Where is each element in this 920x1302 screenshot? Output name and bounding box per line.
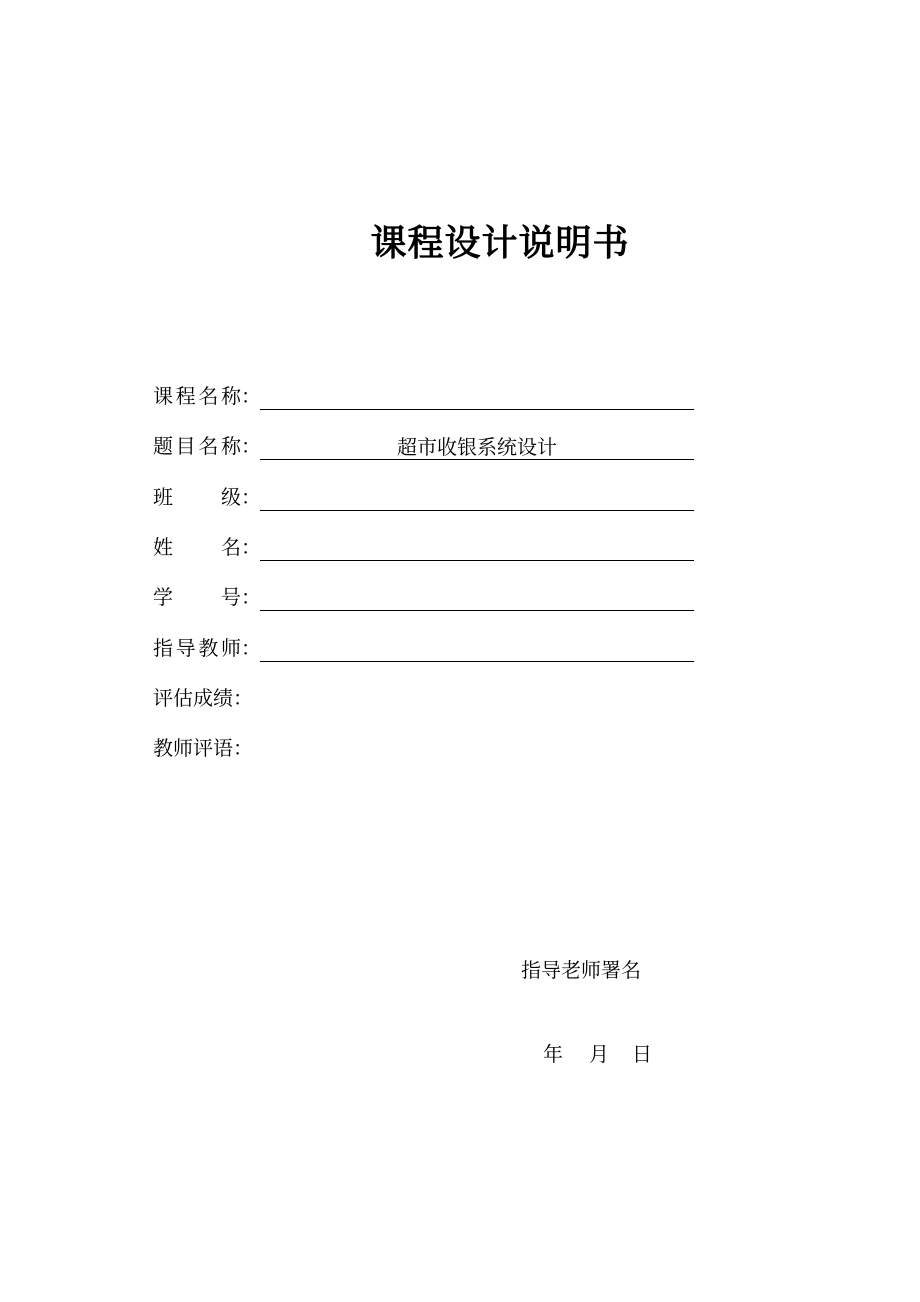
grade-label: 评估成绩： bbox=[153, 686, 253, 710]
field-label bbox=[153, 582, 261, 612]
field-label-colon: ： bbox=[241, 585, 261, 609]
class-field[interactable] bbox=[260, 484, 694, 511]
field-label bbox=[153, 532, 261, 562]
date-day-label: 日 bbox=[632, 1042, 652, 1066]
field-course-name bbox=[153, 381, 698, 411]
date-line bbox=[543, 1039, 652, 1069]
signature-label: 指导老师署名 bbox=[521, 958, 641, 982]
date-year-label: 年 bbox=[543, 1042, 563, 1066]
field-advisor bbox=[153, 633, 698, 663]
field-label bbox=[153, 381, 261, 411]
field-student-name bbox=[153, 532, 698, 562]
field-label-text: 课程名称 bbox=[153, 384, 241, 408]
student-id-field[interactable] bbox=[260, 584, 694, 611]
field-comment bbox=[153, 733, 698, 763]
field-label-text: 学号 bbox=[153, 585, 241, 609]
field-student-id bbox=[153, 582, 698, 612]
field-label-text: 指导教师 bbox=[153, 636, 241, 660]
field-label bbox=[153, 633, 261, 663]
date-month-label: 月 bbox=[589, 1042, 609, 1066]
student-name-field[interactable] bbox=[260, 534, 694, 561]
advisor-field[interactable] bbox=[260, 635, 694, 662]
field-label bbox=[153, 431, 261, 461]
course-name-field[interactable] bbox=[260, 383, 694, 410]
field-label-text: 题目名称 bbox=[153, 434, 241, 458]
document-title: 课程设计说明书 bbox=[370, 223, 630, 264]
field-label-text: 班级 bbox=[153, 485, 241, 509]
field-class bbox=[153, 482, 698, 512]
field-label-text: 姓名 bbox=[153, 535, 241, 559]
field-topic-name bbox=[153, 431, 698, 461]
field-label-colon: ： bbox=[241, 434, 261, 458]
field-label bbox=[153, 482, 261, 512]
topic-name-field[interactable] bbox=[260, 433, 694, 460]
field-label-colon: ： bbox=[241, 535, 261, 559]
comment-label: 教师评语： bbox=[153, 736, 253, 760]
field-label-colon: ： bbox=[241, 384, 261, 408]
field-label-colon: ： bbox=[241, 485, 261, 509]
field-label-colon: ： bbox=[241, 636, 261, 660]
field-value: 超市收银系统设计 bbox=[397, 435, 557, 459]
field-grade bbox=[153, 683, 698, 713]
